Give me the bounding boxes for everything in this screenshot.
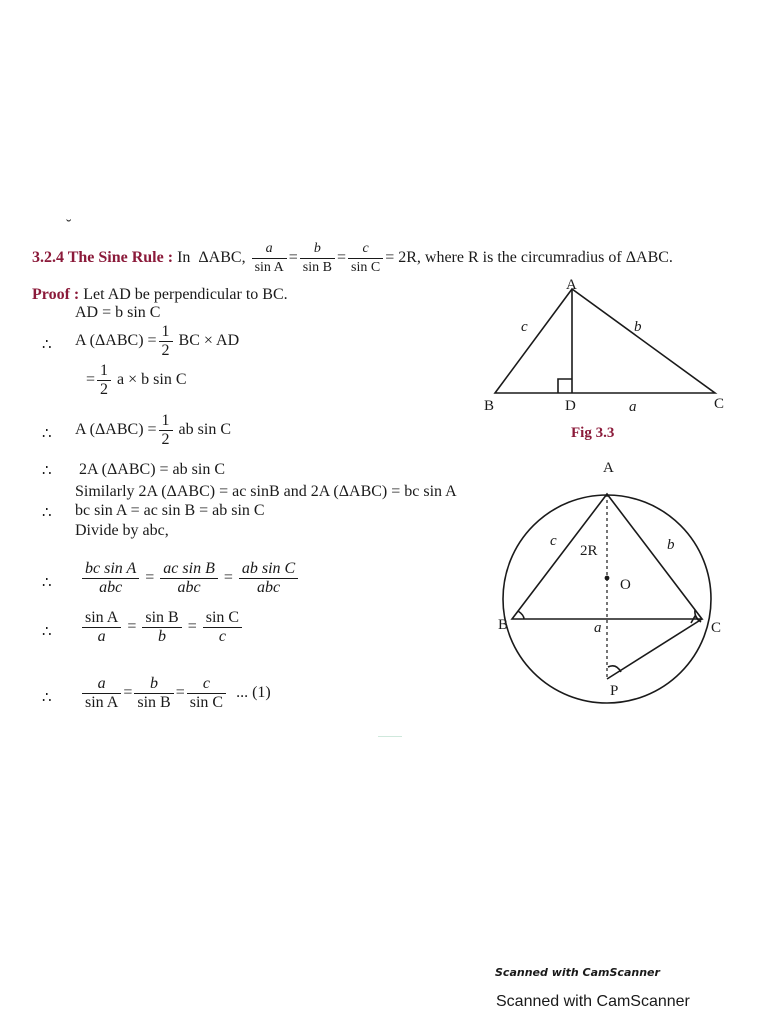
proof-line-2: AD = b sin C [75, 304, 161, 321]
vertex-c-label: C [711, 620, 722, 636]
angle-b-mark [518, 611, 524, 619]
proof-line-9: Divide by abc, [75, 522, 169, 539]
camscanner-watermark-small: Scanned with CamScanner [495, 966, 660, 979]
side-c-label: c [550, 533, 557, 549]
vertex-b-label: B [484, 398, 495, 414]
sine-rule-heading: 3.2.4 The Sine Rule : In ΔABC, $\frac{a}{\text{sin A}}$ = $\frac{b}{\text{sin B}}$ = $\frac{c}{\text{sin C}}$ = 2R, where R is the circumradius of ΔABC. [32, 241, 673, 275]
proof-line-1: Proof : Let AD be perpendicular to BC. [32, 286, 288, 303]
top-mark: ˘ [66, 217, 72, 234]
proof-line-5: A (ΔABC) = $\frac{1}{2}$ ab sin C [75, 412, 231, 448]
equation-label: ... (1) [236, 684, 271, 702]
circumcircle-figure [490, 455, 740, 705]
side-b-label: b [667, 537, 675, 553]
heading-tail: = 2R, where R is the circumradius of ΔABC. [385, 249, 673, 267]
heading-in: In [177, 249, 191, 267]
therefore-symbol: ∴ [42, 575, 52, 591]
side-a-label: a [594, 620, 602, 636]
vertex-d-label: D [565, 398, 576, 414]
therefore-symbol: ∴ [42, 426, 52, 442]
proof-fraction-row-3: $\frac{a}{\text{sin A}}$ = $\frac{b}{\text{sin B}}$ = $\frac{c}{\text{sin C}}$ ... (1) [80, 675, 271, 712]
therefore-symbol: ∴ [42, 463, 52, 479]
proof-line-8: bc sin A = ac sin B = ab sin C [75, 502, 265, 519]
heading-fraction-a: $\frac{a}{\text{sin A}}$ [252, 240, 287, 277]
triangle-abc [495, 289, 715, 393]
proof-line-4: = $\frac{1}{2}$ a × b sin C [86, 362, 187, 398]
therefore-symbol: ∴ [42, 690, 52, 706]
heading-fraction-b: $\frac{b}{\text{sin B}}$ [300, 240, 335, 277]
therefore-symbol: ∴ [42, 624, 52, 640]
proof-fraction-row-2: $\frac{\text{sin A}}{a}$ = $\frac{\text{sin B}}{b}$ = $\frac{\text{sin C}}{c}$ [80, 609, 244, 646]
camscanner-watermark-large: Scanned with CamScanner [496, 993, 690, 1010]
vertex-a-label: A [603, 460, 614, 476]
proof-line-3: A (ΔABC) = $\frac{1}{2}$ BC × AD [75, 323, 240, 359]
faint-mark [378, 736, 402, 737]
point-p-label: P [610, 683, 619, 699]
proof-label: Proof : [32, 286, 80, 303]
two-r-label: 2R [580, 543, 598, 559]
vertex-a-label: A [566, 277, 577, 293]
proof-fraction-row-1: $\frac{\text{bc sin A}}{\text{abc}}$ = $\frac{\text{ac sin B}}{\text{abc}}$ = $\frac{\text{ab sin C}}{\text{abc}}$ [80, 560, 300, 597]
center-o-dot [605, 576, 610, 581]
section-title: 3.2.4 The Sine Rule : [32, 249, 174, 267]
heading-fraction-c: $\frac{c}{\text{sin C}}$ [348, 240, 383, 277]
therefore-symbol: ∴ [42, 337, 52, 353]
heading-triangle: ΔABC, [198, 249, 246, 267]
triangle-figure [470, 272, 740, 442]
proof-line-7: Similarly 2A (ΔABC) = ac sinB and 2A (ΔABC) = bc sin A [75, 483, 457, 500]
figure-caption: Fig 3.3 [571, 425, 615, 441]
side-a-label: a [629, 399, 637, 415]
side-c-label: c [521, 319, 528, 335]
vertex-c-label: C [714, 396, 725, 412]
vertex-b-label: B [498, 617, 509, 633]
chord-cp [607, 619, 702, 679]
proof-line-6: 2A (ΔABC) = ab sin C [79, 461, 225, 478]
side-b-label: b [634, 319, 642, 335]
center-o-label: O [620, 577, 631, 593]
right-angle-mark [558, 379, 572, 393]
therefore-symbol: ∴ [42, 505, 52, 521]
